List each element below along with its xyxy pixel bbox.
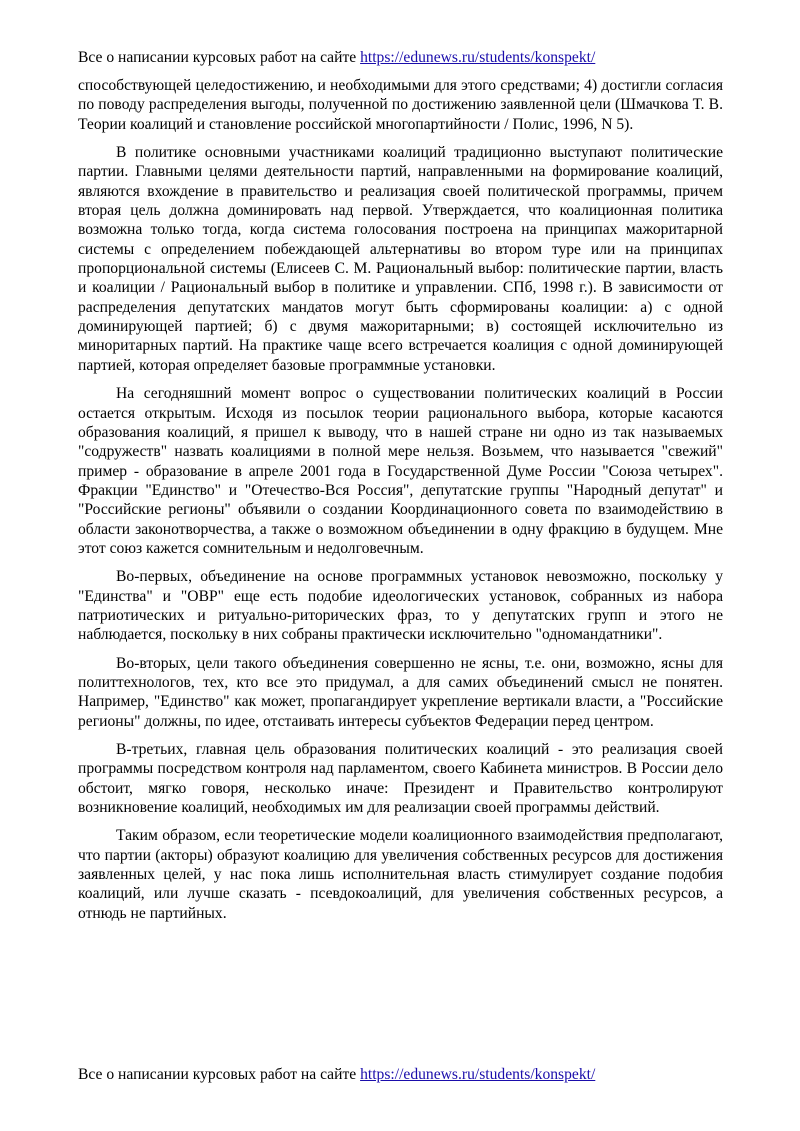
footer-link[interactable]: https://edunews.ru/students/konspekt/ — [360, 1066, 596, 1083]
paragraph: Таким образом, если теоретические модели коалиционного взаимодействия предполагают, что партии (акторы) образуют коалицию для увеличения собственных ресурсов для достижения заявленных целей, у нас пока лишь исполнительная власть стимулирует создание подобия коалиций, или лучше сказать - псевдокоалиций, для увеличения собственных ресурсов, а отнюдь не партийных. — [78, 827, 723, 922]
header-link[interactable]: https://edunews.ru/students/konspekt/ — [360, 49, 596, 66]
header-prefix: Все о написании курсовых работ на сайте — [78, 49, 357, 66]
paragraph: Во-вторых, цели такого объединения совершенно не ясны, т.е. они, возможно, ясны для политтехнологов, тех, кто все это придумал, а для самих объединений смысл не понятен. Например, "Единство" как может, пропагандирует укрепление вертикали власти, а "Российские регионы" должны, по идее, отстаивать интересы субъектов Федерации перед центром. — [78, 654, 723, 730]
paragraph: На сегодняшний момент вопрос о существовании политических коалиций в России остается открытым. Исходя из посылок теории рационального выбора, которые касаются образования коалиций, я пришел к выводу, что в нашей стране ни одно из так называемых "содружеств" назвать коалициями в полной мере нельзя. Возьмем, что называется "свежий" пример - образование в апреле 2001 года в Государственной Думе России "Союза четырех". Фракции "Единство" и "Отечество-Вся Россия", депутатские группы "Народный депутат" и "Российские регионы" объявили о создании Координационного совета по взаимодействию в области законотворчества, а также о возможном объединении в одну фракцию в будущем. Мне этот союз кажется сомнительным и недолговечным. — [78, 385, 723, 557]
paragraph: В политике основными участниками коалиций традиционно выступают политические партии. Главными целями деятельности партий, направленными на формирование коалиций, являются вхождение в правительство и реализация своей политической программы, причем вторая цель должна доминировать над первой. Утверждается, что коалиционная политика возможна только тогда, когда система голосования построена на принципах мажоритарной системы с определением побеждающей альтернативы во втором туре или на принципах пропорциональной системы (Елисеев С. М. Рациональный выбор: политические партии, власть и коалиции / Рациональный выбор в политике и управлении. СПб, 1998 г.). В зависимости от распределения депутатских мандатов могут быть сформированы коалиции: а) с одной доминирующей партией; б) с двумя мажоритарными; в) состоящей исключительно из миноритарных партий. На практике чаще всего встречается коалиция с одной доминирующей партией, которая определяет базовые программные установки. — [78, 144, 723, 374]
paragraph: Во-первых, объединение на основе программных установок невозможно, поскольку у "Единства" и "ОВР" еще есть подобие идеологических установок, собранных из набора патриотических и ритуально-риторических фраз, то у депутатских групп и этого не наблюдается, поскольку в них собраны практически исключительно "одномандатники". — [78, 568, 723, 644]
page-header — [78, 48, 728, 68]
footer-prefix: Все о написании курсовых работ на сайте — [78, 1066, 357, 1083]
paragraph: В-третьих, главная цель образования политических коалиций - это реализация своей программы посредством контроля над парламентом, своего Кабинета министров. В России дело обстоит, мягко говоря, несколько иначе: Президент и Правительство контролируют возникновение коалиций, необходимых им для реализации своей программы действий. — [78, 741, 723, 817]
document-body — [78, 76, 723, 932]
paragraph-continuation: способствующей целедостижению, и необходимыми для этого средствами; 4) достигли согласия по поводу распределения выгоды, полученной по достижению заявленной цели (Шмачкова Т. В. Теории коалиций и становление российской многопартийности / Полис, 1996, N 5). — [78, 77, 723, 133]
page-footer — [78, 1065, 728, 1085]
